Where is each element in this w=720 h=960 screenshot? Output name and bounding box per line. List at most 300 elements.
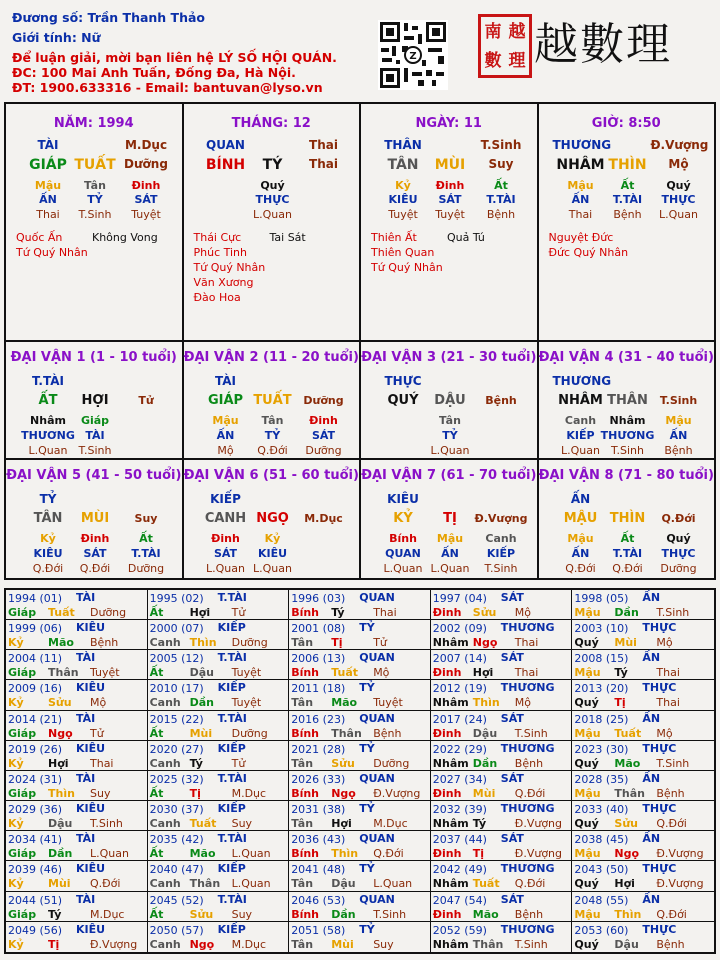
year-ten-god: ẤN [642, 651, 661, 665]
hidden-stem: Ất [139, 532, 153, 545]
chart-header [0, 0, 720, 102]
year-life-stage: Mộ [514, 606, 532, 619]
year-label: 2005 (12) [149, 652, 204, 666]
hidden-stem: Giáp [80, 414, 110, 427]
year-life-stage: Đ.Vượng [90, 937, 138, 951]
year-ten-god: KIẾP [217, 681, 246, 695]
year-stem: Mậu [574, 786, 601, 800]
year-ten-god: TÀI [76, 832, 96, 846]
year-cell[interactable] [431, 650, 573, 680]
year-cell[interactable] [289, 922, 431, 952]
star-item: Tai Sát [269, 231, 306, 244]
year-cell[interactable] [148, 680, 290, 710]
year-label: 2014 (21) [8, 712, 63, 726]
year-life-stage: Đ.Vượng [514, 817, 562, 831]
year-branch: Ngọ [48, 726, 73, 740]
year-branch: Tý [48, 907, 62, 921]
dai-van-period[interactable] [6, 342, 184, 458]
year-label: 2023 (30) [574, 742, 629, 756]
year-cell[interactable] [431, 771, 573, 801]
ten-god-label: KIÊU [387, 492, 419, 506]
year-ten-god: T.TÀI [217, 711, 247, 725]
star-item: Tứ Quý Nhân [193, 261, 266, 274]
hidden-ten-god: ẤN [571, 547, 590, 560]
hidden-stem: Đinh [211, 532, 240, 545]
year-ten-god: T.TÀI [217, 771, 247, 785]
hidden-life-stage: Dưỡng [660, 562, 697, 575]
year-life-stage: M.Dục [231, 937, 267, 951]
hidden-life-stage: Q.Đới [32, 562, 64, 575]
year-cell[interactable] [6, 590, 148, 620]
hidden-life-stage: L.Quan [206, 562, 245, 575]
hidden-life-stage: Q.Đới [79, 562, 111, 575]
year-ten-god: QUAN [359, 771, 395, 785]
year-branch: Tuất [331, 666, 358, 680]
year-branch: Dậu [614, 937, 639, 951]
hidden-life-stage: T.Sinh [78, 444, 112, 457]
year-cell[interactable] [148, 801, 290, 831]
star-item: Văn Xương [193, 276, 254, 289]
year-cell[interactable] [431, 741, 573, 771]
year-branch: Dần [189, 696, 214, 710]
year-ten-god: SÁT [500, 832, 524, 846]
year-ten-god: TỶ [359, 621, 375, 635]
year-cell[interactable] [572, 892, 714, 922]
year-cell[interactable] [6, 680, 148, 710]
year-stem: Tân [291, 636, 314, 650]
star-item: Quả Tú [447, 231, 485, 244]
year-branch: Thân [189, 877, 221, 891]
year-branch: Sửu [189, 907, 214, 921]
year-life-stage: Q.Đới [656, 817, 687, 831]
year-life-stage: Đ.Vượng [514, 847, 562, 861]
year-stem: Ất [149, 666, 164, 680]
year-cell[interactable] [289, 801, 431, 831]
year-label: 2046 (53) [291, 893, 346, 907]
dai-van-title: ĐẠI VẬN 2 (11 - 20 tuổi) [183, 350, 359, 365]
year-ten-god: THƯƠNG [500, 862, 555, 876]
dai-van-period[interactable] [184, 342, 362, 458]
pillar-hour [539, 104, 715, 340]
ten-god-label: TÀI [214, 374, 236, 388]
hidden-stem: Nhâm [30, 414, 66, 427]
seal-glyph: 理 [508, 50, 526, 71]
year-branch: Tị [189, 786, 201, 800]
seal-glyph: 數 [484, 50, 502, 71]
year-label: 2041 (48) [291, 863, 346, 877]
year-cell[interactable] [6, 650, 148, 680]
year-life-stage: T.Sinh [373, 907, 407, 921]
four-pillars-table [4, 102, 716, 342]
year-cell[interactable] [572, 831, 714, 861]
year-cell[interactable] [6, 771, 148, 801]
year-ten-god: T.TÀI [217, 832, 247, 846]
year-label: 2002 (09) [432, 622, 487, 636]
year-cell[interactable] [431, 831, 573, 861]
hidden-stem: Tân [261, 414, 284, 427]
stem-branch: BÍNH [205, 157, 246, 173]
year-cell[interactable] [289, 650, 431, 680]
year-branch: Thìn [189, 636, 217, 650]
life-stage: Suy [134, 512, 158, 525]
year-cell[interactable] [289, 741, 431, 771]
year-label: 2007 (14) [432, 652, 487, 666]
ten-god-label: ẤN [570, 492, 591, 506]
year-ten-god: TÀI [76, 711, 96, 725]
year-life-stage: T.Sinh [656, 606, 690, 619]
hidden-stem: Đinh [131, 179, 161, 192]
dai-van-period[interactable] [361, 460, 539, 578]
hidden-stem: Đinh [80, 532, 110, 545]
year-label: 2030 (37) [149, 803, 204, 817]
hidden-stem: Bính [389, 532, 417, 545]
year-branch: Hợi [331, 817, 352, 831]
year-cell[interactable] [148, 892, 290, 922]
year-stem: Canh [149, 817, 181, 831]
star-list-right [447, 230, 485, 245]
year-ten-god: KIÊU [76, 621, 106, 635]
year-branch: Tị [48, 937, 60, 951]
year-stem: Đinh [432, 907, 462, 921]
year-ten-god: THƯƠNG [500, 681, 555, 695]
heavenly-stem: GIÁP [207, 393, 244, 408]
year-ten-god: KIÊU [76, 681, 106, 695]
year-life-stage: Bệnh [373, 726, 402, 740]
year-label: 2003 (10) [574, 622, 629, 636]
svg-text:Z: Z [409, 51, 417, 62]
year-branch: Tuất [472, 877, 500, 891]
year-cell[interactable] [148, 861, 290, 891]
year-branch: Tuất [189, 817, 217, 831]
year-label: 2040 (47) [149, 863, 204, 877]
year-stem: Quý [574, 756, 599, 770]
star-item: Tứ Quý Nhân [371, 261, 443, 274]
hidden-ten-god: THƯƠNG [21, 429, 75, 442]
year-life-stage: Tử [231, 606, 246, 619]
hidden-life-stage: Tuyệt [388, 208, 418, 221]
year-ten-god: KIÊU [76, 802, 106, 816]
year-label: 2053 (60) [574, 923, 629, 937]
year-stem: Tân [291, 696, 314, 710]
seal-stamp [478, 14, 532, 78]
dai-van-row [6, 460, 714, 578]
dai-van-period[interactable] [184, 460, 362, 578]
year-cell[interactable] [6, 741, 148, 771]
year-life-stage: Q.Đới [514, 786, 546, 800]
year-branch: Thân [472, 937, 504, 951]
year-ten-god: KIÊU [76, 741, 106, 755]
year-cell[interactable] [148, 771, 290, 801]
hidden-stem: Ất [620, 532, 635, 545]
year-ten-god: THỰC [642, 802, 677, 816]
hidden-life-stage: Mộ [217, 444, 234, 457]
year-branch: Ngọ [472, 636, 498, 650]
year-life-stage: T.Sinh [514, 726, 548, 740]
hidden-stem: Đinh [309, 414, 338, 427]
year-branch: Dần [472, 756, 498, 770]
year-label: 2032 (39) [432, 803, 487, 817]
year-stem: Đinh [432, 786, 462, 800]
year-life-stage: Mộ [90, 696, 107, 710]
dai-van-title: ĐẠI VẬN 7 (61 - 70 tuổi) [361, 468, 537, 483]
hidden-stem: Mậu [212, 414, 239, 427]
year-stem: Quý [574, 817, 599, 831]
year-stem: Nhâm [432, 937, 469, 951]
year-cell[interactable] [148, 831, 290, 861]
year-ten-god: THỰC [642, 621, 677, 635]
hidden-stem: Mậu [567, 532, 594, 545]
year-branch: Sửu [614, 817, 638, 831]
year-label: 2008 (15) [574, 652, 629, 666]
year-cell[interactable] [148, 922, 290, 952]
year-life-stage: T.Sinh [90, 817, 123, 831]
stem-branch: MÙI [434, 157, 466, 173]
year-stem: Canh [149, 877, 181, 891]
hidden-ten-god: ẤN [216, 429, 235, 442]
year-ten-god: THƯƠNG [500, 802, 555, 816]
qr-code-icon[interactable] [378, 20, 448, 90]
year-cell[interactable] [148, 711, 290, 741]
hidden-ten-god: TỶ [87, 193, 103, 206]
life-stage: Suy [488, 157, 514, 171]
year-label: 2010 (17) [149, 682, 204, 696]
hidden-life-stage: Dưỡng [305, 444, 342, 457]
year-ten-god: THỰC [642, 862, 677, 876]
year-label: 2039 (46) [8, 863, 63, 877]
year-life-stage: L.Quan [90, 847, 129, 861]
year-branch: Mão [614, 756, 641, 770]
year-stem: Mậu [574, 666, 601, 680]
year-cell[interactable] [6, 620, 148, 650]
stem-branch: GIÁP [29, 157, 67, 173]
dai-van-period[interactable] [6, 460, 184, 578]
year-label: 2016 (23) [291, 712, 346, 726]
dai-van-title: ĐẠI VẬN 1 (1 - 10 tuổi) [10, 350, 177, 365]
hidden-life-stage: L.Quan [659, 208, 698, 221]
year-ten-god: QUAN [359, 892, 395, 906]
year-cell[interactable] [289, 680, 431, 710]
year-cell[interactable] [289, 861, 431, 891]
hidden-ten-god: ẤN [441, 547, 459, 560]
year-label: 2009 (16) [8, 682, 63, 696]
year-cell[interactable] [431, 922, 573, 952]
year-branch: Mùi [614, 636, 637, 650]
hidden-ten-god: T.TÀI [486, 193, 516, 206]
year-life-stage: Tuyệt [231, 696, 262, 710]
hidden-stem: Nhâm [609, 414, 646, 427]
year-cell[interactable] [6, 892, 148, 922]
dai-van-title: ĐẠI VẬN 4 (31 - 40 tuổi) [538, 350, 714, 365]
year-ten-god: TỶ [359, 802, 375, 816]
year-cell[interactable] [431, 711, 573, 741]
year-branch: Thìn [472, 696, 500, 710]
year-life-stage: Q.Đới [373, 847, 404, 861]
year-cell[interactable] [148, 741, 290, 771]
life-stage: Dưỡng [303, 394, 344, 407]
hidden-ten-god: KIÊU [257, 547, 288, 560]
year-cell[interactable] [289, 771, 431, 801]
year-life-stage: Bệnh [656, 937, 685, 951]
year-branch: Dậu [331, 877, 356, 891]
hidden-ten-god: TÀI [85, 429, 105, 442]
year-stem: Đinh [432, 666, 462, 680]
year-cell[interactable] [289, 892, 431, 922]
life-stage: Q.Đới [661, 512, 696, 525]
year-stem: Ất [149, 847, 164, 861]
year-ten-god: SÁT [500, 591, 524, 604]
year-cell[interactable] [572, 650, 714, 680]
year-label: 2000 (07) [149, 622, 204, 636]
pillar-day [361, 104, 539, 340]
life-stage: M.Dục [304, 512, 343, 525]
hidden-ten-god: T.TÀI [612, 547, 643, 560]
dai-van-period[interactable] [361, 342, 539, 458]
year-ten-god: QUAN [359, 832, 395, 846]
ten-god-label: TÀI [37, 138, 59, 152]
year-stem: Ất [149, 606, 164, 619]
year-stem: Giáp [8, 847, 37, 861]
year-life-stage: Suy [231, 817, 253, 831]
pillar-year [6, 104, 184, 340]
year-cell[interactable] [148, 650, 290, 680]
year-label: 2022 (29) [432, 742, 487, 756]
hidden-stem: Quý [666, 179, 691, 192]
heavenly-stem: MẬU [563, 511, 598, 526]
hidden-life-stage: T.Sinh [78, 208, 112, 221]
year-stem: Tân [291, 937, 314, 951]
year-stem: Quý [574, 937, 599, 951]
year-branch: Dần [614, 606, 639, 619]
year-branch: Hợi [189, 606, 211, 619]
hidden-ten-god: ẤN [571, 193, 590, 206]
hidden-life-stage: L.Quan [430, 444, 470, 457]
year-branch: Dậu [48, 817, 73, 831]
year-stem: Đinh [432, 847, 462, 861]
year-branch: Thìn [331, 847, 359, 861]
ten-god-label: KIẾP [210, 492, 241, 506]
year-cell[interactable] [6, 711, 148, 741]
year-cell[interactable] [148, 590, 290, 620]
year-cell[interactable] [572, 711, 714, 741]
year-cell[interactable] [572, 801, 714, 831]
year-cell[interactable] [572, 922, 714, 952]
year-cell[interactable] [572, 620, 714, 650]
earthly-branch: TUẤT [253, 393, 292, 408]
year-cell[interactable] [289, 590, 431, 620]
year-label: 2020 (27) [149, 742, 204, 756]
ten-god-label: THỰC [384, 374, 422, 388]
year-label: 2035 (42) [149, 833, 204, 847]
year-stem: Đinh [432, 606, 462, 619]
year-cell[interactable] [289, 620, 431, 650]
year-cell[interactable] [289, 711, 431, 741]
year-label: 2049 (56) [8, 923, 63, 937]
year-label: 1997 (04) [432, 592, 487, 605]
hidden-life-stage: L.Quan [253, 562, 292, 575]
earthly-branch: THÂN [607, 393, 648, 408]
year-cell[interactable] [6, 922, 148, 952]
year-branch: Sửu [331, 756, 355, 770]
star-list [371, 230, 443, 275]
year-ten-god: KIÊU [76, 862, 106, 876]
year-label: 2019 (26) [8, 742, 63, 756]
year-cell[interactable] [148, 620, 290, 650]
year-cell[interactable] [431, 590, 573, 620]
year-ten-god: THƯƠNG [500, 621, 555, 635]
year-stem: Mậu [574, 606, 601, 619]
year-life-stage: Suy [90, 786, 111, 800]
year-label: 2043 (50) [574, 863, 629, 877]
year-stem: Giáp [8, 907, 37, 921]
year-stem: Bính [291, 666, 320, 680]
year-cell[interactable] [431, 892, 573, 922]
hidden-ten-god: TỶ [264, 429, 281, 442]
year-cell[interactable] [289, 831, 431, 861]
year-ten-god: TỶ [359, 741, 375, 755]
year-life-stage: M.Dục [90, 907, 125, 921]
year-branch: Mùi [189, 726, 213, 740]
year-cell[interactable] [572, 590, 714, 620]
year-branch: Mùi [48, 877, 71, 891]
dai-van-period[interactable] [539, 342, 715, 458]
year-cell[interactable] [6, 801, 148, 831]
year-cell[interactable] [572, 771, 714, 801]
year-cell[interactable] [431, 680, 573, 710]
hidden-ten-god: KIẾP [566, 429, 595, 442]
ten-god-label: TỶ [39, 492, 57, 506]
year-ten-god: SÁT [500, 651, 524, 665]
year-label: 2044 (51) [8, 893, 63, 907]
year-stem: Canh [149, 636, 181, 650]
year-stem: Giáp [8, 666, 37, 680]
life-stage: Bệnh [485, 394, 517, 407]
hidden-stem: Ất [494, 179, 508, 192]
year-life-stage: Dưỡng [373, 756, 410, 770]
year-life-stage: Tử [90, 726, 104, 740]
year-stem: Tân [291, 877, 314, 891]
dai-van-title: ĐẠI VẬN 3 (21 - 30 tuổi) [361, 350, 537, 365]
hidden-ten-god: ẤN [39, 193, 57, 206]
year-cell[interactable] [431, 801, 573, 831]
year-cell[interactable] [572, 861, 714, 891]
year-label: 2037 (44) [432, 833, 487, 847]
hidden-stem: Mậu [665, 414, 692, 427]
hidden-stem: Kỷ [395, 179, 411, 192]
year-cell[interactable] [6, 831, 148, 861]
year-life-stage: Thai [373, 606, 397, 619]
year-cell[interactable] [572, 680, 714, 710]
year-life-stage: Dưỡng [90, 606, 127, 619]
year-cell[interactable] [572, 741, 714, 771]
year-label: 2028 (35) [574, 772, 629, 786]
phone-email[interactable]: ĐT: 1900.633316 - Email: bantuvan@lyso.vn [12, 80, 323, 95]
year-stem: Mậu [574, 726, 601, 740]
year-ten-god: ẤN [642, 771, 661, 785]
year-cell[interactable] [6, 861, 148, 891]
star-item: Không Vong [92, 231, 158, 244]
year-life-stage: Thai [656, 666, 680, 680]
year-label: 1996 (03) [291, 592, 346, 605]
dai-van-period[interactable] [539, 460, 715, 578]
year-ten-god: KIẾP [217, 741, 246, 755]
star-list-right [92, 230, 158, 245]
hidden-stem: Canh [564, 414, 597, 427]
year-cell[interactable] [431, 861, 573, 891]
year-cell[interactable] [431, 620, 573, 650]
year-life-stage: Thai [514, 666, 539, 680]
year-stem: Nhâm [432, 877, 469, 891]
year-stem: Kỷ [8, 636, 24, 650]
